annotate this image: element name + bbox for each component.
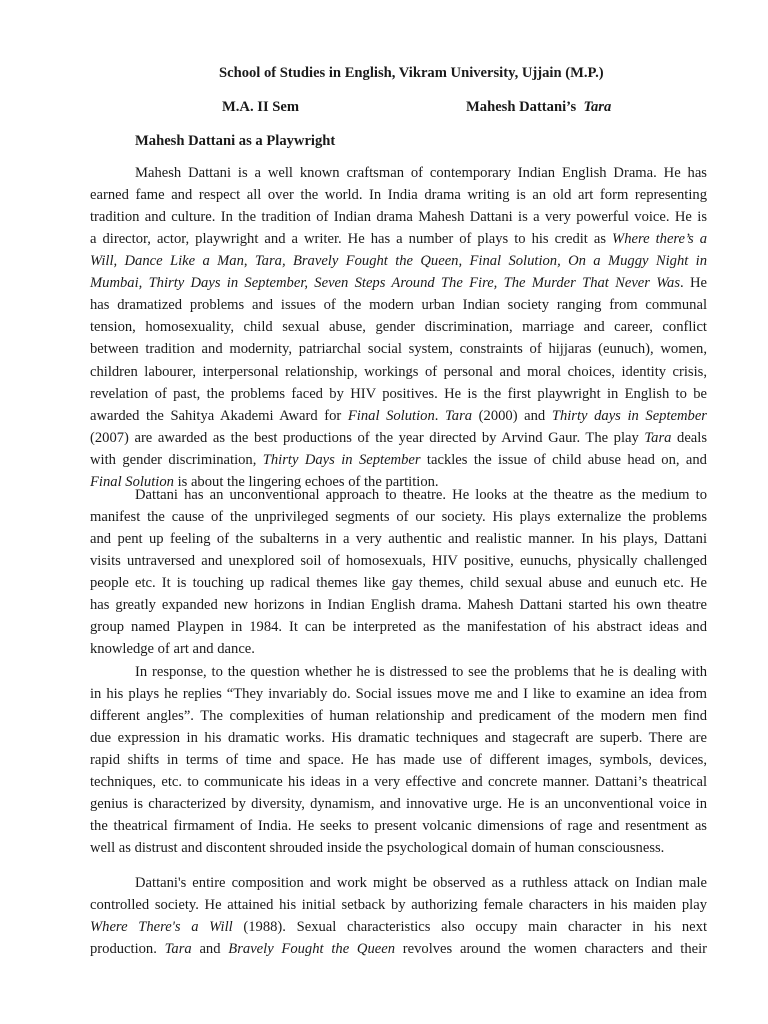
paragraph-2-line (90, 573, 707, 593)
text-run: techniques, etc. to communicate his ideas in a very effective and concrete manner. Dattani’s theatrical (90, 774, 707, 791)
italic-title: Final Solution (347, 407, 435, 424)
text-run: well as distrust and discontent shrouded inside the psychological domain of human consciousness. (90, 840, 665, 857)
text-run: has greatly expanded new horizons in Indian English drama. Mahesh Dattani started his own theatre (90, 597, 707, 614)
italic-title: Mumbai, Thirty Days in September, Seven Steps Around The Fire, The Murder That Never Was (90, 275, 681, 292)
text-run: has dramatized problems and issues of the modern urban Indian society ranging from communal (90, 297, 707, 314)
text-run: earned fame and respect all over the world. In India drama writing is an old art form representing (90, 187, 707, 204)
italic-title: Will, Dance Like a Man (90, 253, 244, 270)
text-run: controlled society. He attained his initial setback by authorizing female characters in his maiden play (90, 897, 707, 913)
paragraph-1-line (90, 229, 707, 249)
paragraph-4-line (90, 917, 707, 937)
paragraph-2-line (90, 507, 707, 527)
text-run: and pent up feeling of the subalterns in a very authentic and realistic manner. In his plays, Dattani (90, 531, 707, 548)
text-run: due expression in his dramatic works. His dramatic techniques and stagecraft are superb. There are (90, 730, 707, 747)
paragraph-1-line (90, 362, 707, 382)
text-run: , (243, 253, 255, 270)
text-run: Dattani has an unconventional approach to theatre. He looks at the theatre as the medium to (135, 487, 707, 503)
paragraph-1-line (90, 273, 707, 293)
italic-title: Final Solution (90, 473, 174, 490)
italic-title: Tara (644, 429, 672, 446)
school-heading: School of Studies in English, Vikram University, Ujjain (M.P.) (219, 65, 604, 81)
text-run: children labourer, interpersonal relationship, workings of personal and moral choices, identity crisis, (90, 363, 707, 380)
paragraph-1-line (90, 251, 707, 271)
italic-title: Where there’s a (612, 231, 707, 248)
text-run: rapid shifts in terms of time and space. He has made use of different images, symbols, devices, (90, 752, 707, 769)
italic-title: Thirty days in September (551, 407, 707, 424)
paragraph-3-line (90, 794, 707, 814)
text-run: is about the lingering echoes of the partition. (173, 473, 439, 490)
text-run: tradition and culture. In the tradition of Indian drama Mahesh Dattani is a very powerful voice. He is (90, 209, 707, 226)
paragraph-4-line (135, 873, 707, 893)
paragraph-4-line (90, 939, 707, 959)
course-label: M.A. II Sem (222, 99, 300, 115)
text-run: manifest the cause of the unprivileged segments of our society. His plays externalize the problems (90, 509, 707, 526)
text-run: revelation of past, the problems faced by HIV positives. He is the first playwright in English to be (90, 385, 707, 402)
text-run: between tradition and modernity, patriarchal social system, constraints of hijjaras (eunuch), women, (90, 341, 707, 358)
text-run: with gender discrimination, (90, 451, 263, 468)
paragraph-1-line (135, 163, 707, 183)
paragraph-3-line (90, 750, 707, 770)
italic-title: Thirty Days in September (262, 451, 421, 468)
text-run: . (434, 407, 445, 424)
text-run: and (191, 941, 229, 958)
paragraph-2-line (90, 617, 707, 637)
text-run: in his plays he replies “They invariably do. Social issues move me and I like to examine an idea from (90, 686, 707, 702)
text-run: group named Playpen in 1984. It can be interpreted as the manifestation of his abstract ideas and (90, 619, 707, 636)
paragraph-3-line (90, 838, 707, 858)
paragraph-4-line (90, 895, 707, 915)
paragraph-1-line (90, 406, 707, 426)
text-run: Dattani's entire composition and work might be observed as a ruthless attack on Indian male (135, 875, 707, 891)
play-heading-title: Tara (583, 99, 612, 115)
paragraph-2-line (90, 551, 707, 571)
paragraph-1-line (90, 428, 707, 448)
text-run: Mahesh Dattani is a well known craftsman of contemporary Indian English Drama. He has (135, 165, 707, 181)
text-run: different angles”. The complexities of human relationship and predicament of the modern men find (90, 708, 707, 725)
italic-title: Tara, Bravely Fought the Queen, Final Solution, On a Muggy Night in (254, 253, 708, 270)
section-heading: Mahesh Dattani as a Playwright (135, 133, 336, 149)
text-run: (2000) and (472, 407, 552, 424)
text-run: production. (90, 941, 165, 958)
paragraph-2-line (90, 595, 707, 615)
text-run: revolves around the women characters and their (395, 941, 708, 958)
paragraph-2-line (90, 639, 707, 659)
text-run: people etc. It is touching up radical themes like gay themes, child sexual abuse and eunuch etc. He (90, 575, 707, 592)
paragraph-3-line (135, 662, 707, 682)
play-heading-author: Mahesh Dattani’s (466, 99, 577, 115)
italic-title: Tara (164, 941, 192, 958)
paragraph-1-line (90, 450, 707, 470)
text-run: knowledge of art and dance. (90, 641, 255, 658)
text-run: visits untraversed and unexplored soil of homosexuals, HIV positive, eunuchs, physically challenged (90, 553, 707, 570)
text-run: deals (671, 429, 708, 446)
text-run: In response, to the question whether he is distressed to see the problems that he is dealing with (135, 664, 707, 680)
paragraph-3-line (90, 728, 707, 748)
text-run: (1988). Sexual characteristics also occupy main character in his next (232, 919, 708, 936)
text-run: (2007) are awarded as the best productions of the year directed by Arvind Gaur. The play (90, 429, 645, 446)
text-run: awarded the Sahitya Akademi Award for (90, 407, 348, 424)
paragraph-2-line (135, 485, 707, 505)
paragraph-3-line (90, 816, 707, 836)
text-run: a director, actor, playwright and a writer. He has a number of plays to his credit as (90, 231, 613, 248)
paragraph-3-line (90, 772, 707, 792)
paragraph-3-line (90, 706, 707, 726)
text-run: genius is characterized by diversity, dynamism, and innovative urge. He is an unconventional voice in (90, 796, 707, 813)
italic-title: Tara (445, 407, 473, 424)
paragraph-1-line (90, 185, 707, 205)
paragraph-2-line (90, 529, 707, 549)
italic-title: Bravely Fought the Queen (228, 941, 396, 958)
italic-title: Where There's a Will (90, 919, 233, 936)
paragraph-1-line (90, 317, 707, 337)
text-run: . He (680, 275, 707, 292)
text-run: tackles the issue of child abuse head on, and (420, 451, 707, 468)
paragraph-1-line (90, 207, 707, 227)
text-run: tension, homosexuality, child sexual abuse, gender discrimination, marriage and career, conflict (90, 319, 707, 336)
play-heading (466, 97, 611, 117)
paragraph-1-line (90, 295, 707, 315)
text-run: the theatrical firmament of India. He seeks to present volcanic dimensions of rage and resentment as (90, 818, 707, 835)
paragraph-1-line (90, 384, 707, 404)
paragraph-1-line (90, 339, 707, 359)
paragraph-3-line (90, 684, 707, 704)
